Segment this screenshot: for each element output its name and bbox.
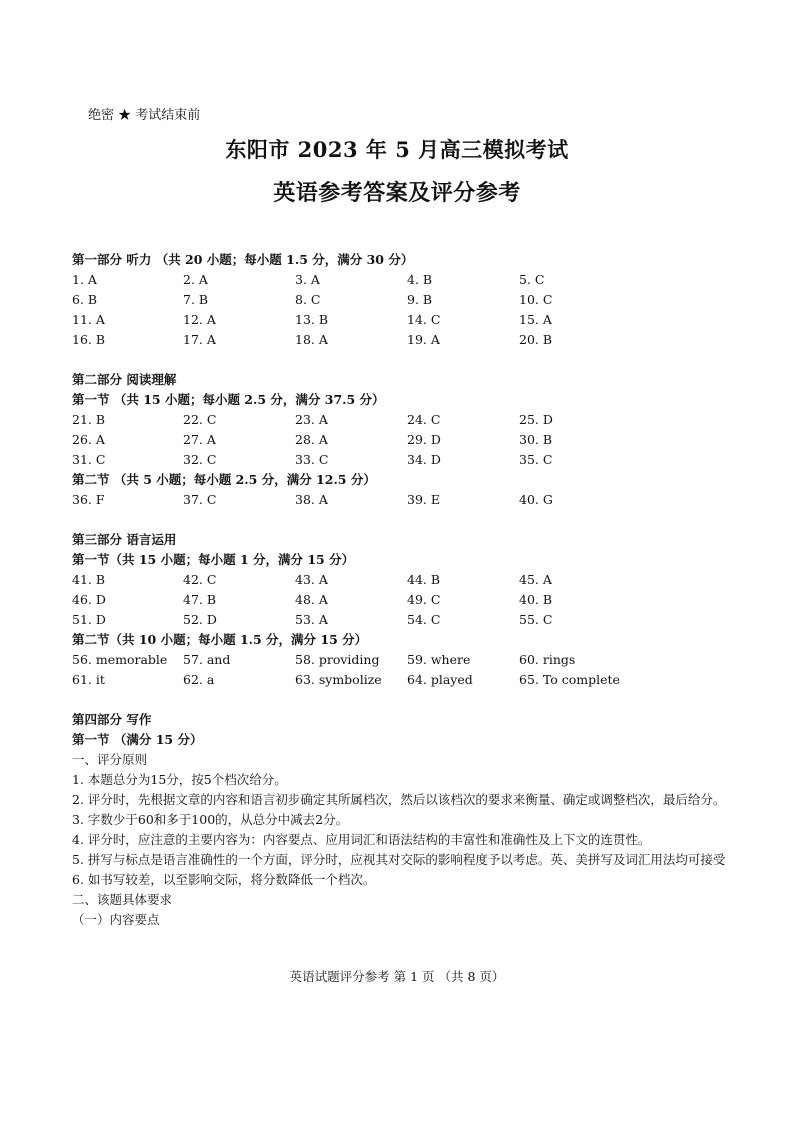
answer-cell: 34. D (407, 452, 441, 467)
answer-cell: 42. C (183, 572, 217, 587)
answer-cell: 11. A (72, 312, 105, 327)
part3-section2-heading: 第二节（共 10 小题；每小题 1.5 分，满分 15 分） (72, 632, 368, 647)
answer-cell: 29. D (407, 432, 441, 447)
answer-row (72, 650, 732, 670)
part2-section2-heading: 第二节 （共 5 小题；每小题 2.5 分，满分 12.5 分） (72, 472, 376, 487)
exam-title: 东阳市 2023 年 5 月高三模拟考试 (225, 137, 569, 162)
answer-row (72, 490, 732, 510)
answer-cell: 47. B (183, 592, 217, 607)
part3-heading: 第三部分 语言运用 (72, 532, 177, 547)
answer-cell: 6. B (72, 292, 98, 307)
answer-cell: 31. C (72, 452, 106, 467)
answer-cell: 63. symbolize (295, 672, 382, 687)
answer-cell: 13. B (295, 312, 329, 327)
answer-cell: 45. A (519, 572, 552, 587)
answer-cell: 54. C (407, 612, 441, 627)
answer-cell: 32. C (183, 452, 217, 467)
answer-cell: 21. B (72, 412, 106, 427)
answer-cell: 39. E (407, 492, 440, 507)
answer-row (72, 610, 732, 630)
answer-row (72, 590, 732, 610)
answer-content (72, 250, 732, 930)
answer-row (72, 450, 732, 470)
scoring-principle-2: 2. 评分时，先根据文章的内容和语言初步确定其所属档次，然后以该档次的要求来衡量、确定或调整档次，最后给分。 (72, 792, 726, 807)
answer-cell: 15. A (519, 312, 552, 327)
answer-cell: 20. B (519, 332, 553, 347)
scoring-principle-6: 6. 如书写较差，以至影响交际，将分数降低一个档次。 (72, 872, 376, 887)
answer-cell: 46. D (72, 592, 106, 607)
answer-cell: 1. A (72, 272, 97, 287)
content-points-title: （一）内容要点 (72, 912, 160, 927)
answer-cell: 4. B (407, 272, 433, 287)
confidential-label: 绝密 ★ 考试结束前 (88, 108, 201, 123)
scoring-principle-5: 5. 拼写与标点是语言准确性的一个方面，评分时，应视其对交际的影响程度予以考虑。英、美拼写及词汇用法均可接受 (72, 852, 726, 867)
answer-cell: 35. C (519, 452, 553, 467)
answer-cell: 43. A (295, 572, 328, 587)
part2-heading: 第二部分 阅读理解 (72, 372, 177, 387)
answer-cell: 41. B (72, 572, 106, 587)
part2-section2-answers (72, 490, 732, 510)
scoring-principle-1: 1. 本题总分为15分，按5个档次给分。 (72, 772, 287, 787)
part1-answers (72, 270, 732, 350)
answer-cell: 30. B (519, 432, 553, 447)
answer-cell: 22. C (183, 412, 217, 427)
answer-cell: 24. C (407, 412, 441, 427)
answer-row (72, 410, 732, 430)
answer-cell: 62. a (183, 672, 215, 687)
answer-cell: 27. A (183, 432, 216, 447)
answer-cell: 44. B (407, 572, 441, 587)
answer-row (72, 570, 732, 590)
answer-cell: 14. C (407, 312, 441, 327)
answer-cell: 40. G (519, 492, 553, 507)
part2-section1-answers (72, 410, 732, 470)
answer-row (72, 430, 732, 450)
answer-cell: 61. it (72, 672, 105, 687)
answer-cell: 7. B (183, 292, 209, 307)
answer-cell: 51. D (72, 612, 106, 627)
answer-cell: 58. providing (295, 652, 380, 667)
answer-cell: 33. C (295, 452, 329, 467)
scoring-principle-3: 3. 字数少于60和多于100的，从总分中减去2分。 (72, 812, 349, 827)
answer-row (72, 270, 732, 290)
answer-cell: 49. C (407, 592, 441, 607)
answer-cell: 28. A (295, 432, 328, 447)
part3-section1-answers (72, 570, 732, 630)
answer-cell: 57. and (183, 652, 231, 667)
specific-requirements-title: 二、该题具体要求 (72, 892, 173, 907)
answer-cell: 9. B (407, 292, 433, 307)
scoring-principles-title: 一、评分原则 (72, 752, 148, 767)
answer-cell: 19. A (407, 332, 440, 347)
part3-section2-answers (72, 650, 732, 690)
part4-section1-heading: 第一节 （满分 15 分） (72, 732, 203, 747)
answer-cell: 38. A (295, 492, 328, 507)
answer-cell: 18. A (295, 332, 328, 347)
answer-cell: 40. B (519, 592, 553, 607)
answer-cell: 16. B (72, 332, 106, 347)
answer-cell: 53. A (295, 612, 328, 627)
scoring-principle-4: 4. 评分时，应注意的主要内容为：内容要点、应用词汇和语法结构的丰富性和准确性及上下文的连贯性。 (72, 832, 651, 847)
answer-row (72, 330, 732, 350)
answer-cell: 8. C (295, 292, 321, 307)
answer-row (72, 290, 732, 310)
answer-cell: 60. rings (519, 652, 576, 667)
answer-cell: 5. C (519, 272, 545, 287)
document-title: 英语参考答案及评分参考 (273, 180, 521, 206)
part1-heading: 第一部分 听力 （共 20 小题；每小题 1.5 分，满分 30 分） (72, 252, 414, 267)
answer-cell: 52. D (183, 612, 217, 627)
answer-cell: 26. A (72, 432, 105, 447)
answer-cell: 36. F (72, 492, 105, 507)
part2-section1-heading: 第一节 （共 15 小题；每小题 2.5 分，满分 37.5 分） (72, 392, 385, 407)
part3-section1-heading: 第一节（共 15 小题；每小题 1 分，满分 15 分） (72, 552, 355, 567)
answer-cell: 64. played (407, 672, 473, 687)
answer-cell: 65. To complete (519, 672, 620, 687)
answer-cell: 55. C (519, 612, 553, 627)
answer-row (72, 310, 732, 330)
answer-cell: 12. A (183, 312, 216, 327)
answer-row (72, 670, 732, 690)
answer-cell: 3. A (295, 272, 320, 287)
answer-cell: 25. D (519, 412, 553, 427)
part4-heading: 第四部分 写作 (72, 712, 152, 727)
answer-cell: 17. A (183, 332, 216, 347)
page-footer: 英语试题评分参考 第 1 页 （共 8 页） (289, 969, 505, 984)
answer-cell: 10. C (519, 292, 553, 307)
answer-cell: 23. A (295, 412, 328, 427)
answer-cell: 56. memorable (72, 652, 168, 667)
answer-cell: 2. A (183, 272, 208, 287)
answer-cell: 48. A (295, 592, 328, 607)
answer-cell: 37. C (183, 492, 217, 507)
answer-cell: 59. where (407, 652, 471, 667)
